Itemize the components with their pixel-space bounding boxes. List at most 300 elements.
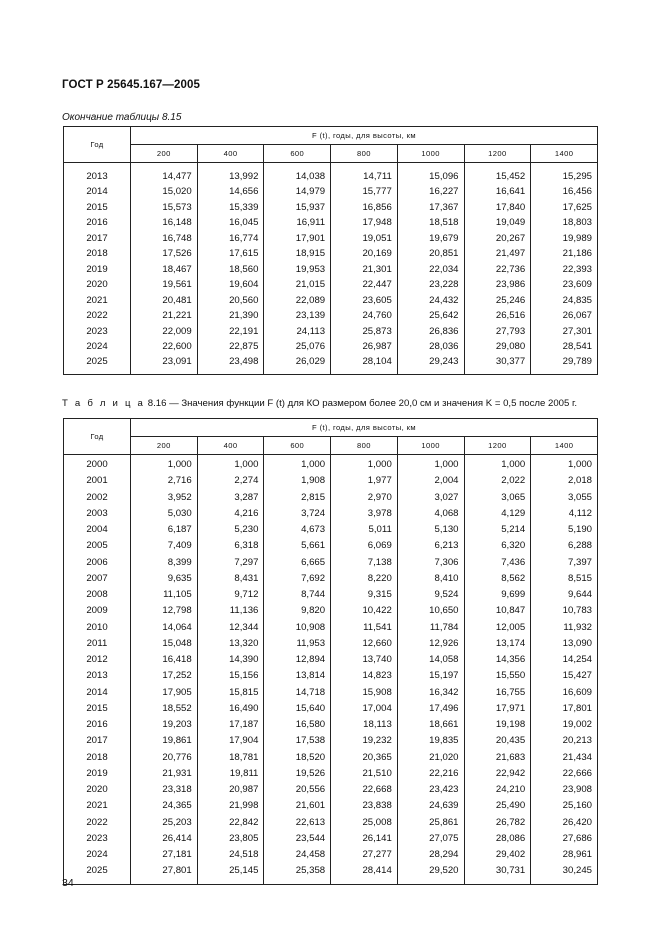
table-row [64,184,598,199]
value-cell: 16,227 [397,184,464,199]
table-row [64,215,598,230]
value-cell: 22,216 [397,766,464,782]
value-cell: 20,435 [464,733,531,749]
altitude-header: 800 [331,145,398,163]
value-cell: 10,422 [331,603,398,619]
value-cell: 6,187 [131,522,198,538]
value-cell: 29,243 [397,354,464,374]
value-cell: 15,908 [331,685,398,701]
value-cell: 17,367 [397,200,464,215]
table2-caption-text: 8.16 — Значения функции F (t) для КО размером более 20,0 см и значения K = 0,5 после 2005 г. [145,398,578,409]
value-cell: 20,481 [131,293,198,308]
value-cell: 17,004 [331,701,398,717]
value-cell: 9,644 [531,587,598,603]
year-cell: 2024 [64,847,131,863]
value-cell: 26,414 [131,831,198,847]
value-cell: 25,642 [397,308,464,323]
table2-caption [62,398,577,409]
value-cell: 12,344 [197,620,264,636]
value-cell: 27,301 [531,324,598,339]
altitude-header-row [64,437,598,455]
value-cell: 19,861 [131,733,198,749]
value-cell: 22,668 [331,782,398,798]
value-cell: 5,130 [397,522,464,538]
value-cell: 24,210 [464,782,531,798]
table-row [64,522,598,538]
value-cell: 2,018 [531,473,598,489]
value-cell: 26,987 [331,339,398,354]
value-cell: 5,190 [531,522,598,538]
table-row [64,200,598,215]
value-cell: 26,782 [464,815,531,831]
value-cell: 15,339 [197,200,264,215]
year-cell: 2009 [64,603,131,619]
value-cell: 3,724 [264,506,331,522]
value-cell: 11,932 [531,620,598,636]
altitude-span-header: F (t), годы, для высоты, км [131,127,598,145]
year-cell: 2016 [64,717,131,733]
table-row [64,766,598,782]
value-cell: 14,711 [331,163,398,185]
value-cell: 13,090 [531,636,598,652]
value-cell: 29,080 [464,339,531,354]
value-cell: 20,776 [131,750,198,766]
year-column-header: Год [64,127,131,163]
value-cell: 20,560 [197,293,264,308]
value-cell: 25,145 [197,863,264,884]
year-cell: 2014 [64,184,131,199]
year-cell: 2024 [64,339,131,354]
value-cell: 17,187 [197,717,264,733]
value-cell: 25,861 [397,815,464,831]
value-cell: 7,692 [264,571,331,587]
value-cell: 16,774 [197,231,264,246]
value-cell: 10,847 [464,603,531,619]
value-cell: 18,467 [131,262,198,277]
year-cell: 2002 [64,490,131,506]
table-row [64,339,598,354]
value-cell: 25,160 [531,798,598,814]
altitude-span-header: F (t), годы, для высоты, км [131,419,598,437]
value-cell: 27,686 [531,831,598,847]
table-row [64,555,598,571]
value-cell: 7,397 [531,555,598,571]
value-cell: 22,613 [264,815,331,831]
value-cell: 17,971 [464,701,531,717]
value-cell: 20,365 [331,750,398,766]
value-cell: 17,526 [131,246,198,261]
value-cell: 28,961 [531,847,598,863]
value-cell: 13,740 [331,652,398,668]
value-cell: 16,755 [464,685,531,701]
value-cell: 21,683 [464,750,531,766]
value-cell: 29,402 [464,847,531,863]
value-cell: 13,992 [197,163,264,185]
table-row [64,246,598,261]
value-cell: 12,660 [331,636,398,652]
value-cell: 3,065 [464,490,531,506]
year-cell: 2003 [64,506,131,522]
altitude-header: 400 [197,437,264,455]
value-cell: 9,524 [397,587,464,603]
table-row [64,668,598,684]
value-cell: 4,068 [397,506,464,522]
table-row [64,603,598,619]
value-cell: 28,414 [331,863,398,884]
value-cell: 19,051 [331,231,398,246]
table-row [64,587,598,603]
value-cell: 25,490 [464,798,531,814]
table-row [64,490,598,506]
value-cell: 22,600 [131,339,198,354]
value-cell: 28,294 [397,847,464,863]
value-cell: 14,823 [331,668,398,684]
value-cell: 29,789 [531,354,598,374]
value-cell: 14,038 [264,163,331,185]
value-cell: 1,000 [531,455,598,474]
table-row [64,863,598,884]
value-cell: 21,497 [464,246,531,261]
page-number: 34 [62,877,74,889]
value-cell: 1,000 [331,455,398,474]
value-cell: 19,002 [531,717,598,733]
value-cell: 25,203 [131,815,198,831]
value-cell: 24,760 [331,308,398,323]
value-cell: 21,186 [531,246,598,261]
value-cell: 3,027 [397,490,464,506]
altitude-header: 200 [131,437,198,455]
table-row [64,163,598,185]
value-cell: 7,436 [464,555,531,571]
value-cell: 23,908 [531,782,598,798]
year-cell: 2015 [64,200,131,215]
value-cell: 29,520 [397,863,464,884]
value-cell: 8,744 [264,587,331,603]
value-cell: 6,665 [264,555,331,571]
value-cell: 16,418 [131,652,198,668]
value-cell: 21,434 [531,750,598,766]
value-cell: 10,783 [531,603,598,619]
value-cell: 21,020 [397,750,464,766]
year-cell: 2023 [64,324,131,339]
value-cell: 2,274 [197,473,264,489]
year-cell: 2013 [64,163,131,185]
year-cell: 2008 [64,587,131,603]
table-row [64,685,598,701]
year-cell: 2013 [64,668,131,684]
year-cell: 2010 [64,620,131,636]
value-cell: 16,911 [264,215,331,230]
value-cell: 1,000 [397,455,464,474]
value-cell: 28,036 [397,339,464,354]
value-cell: 19,953 [264,262,331,277]
year-cell: 2018 [64,750,131,766]
table-row [64,847,598,863]
value-cell: 8,410 [397,571,464,587]
value-cell: 11,105 [131,587,198,603]
year-cell: 2019 [64,262,131,277]
year-cell: 2023 [64,831,131,847]
value-cell: 7,297 [197,555,264,571]
year-cell: 2015 [64,701,131,717]
value-cell: 25,008 [331,815,398,831]
value-cell: 9,315 [331,587,398,603]
value-cell: 22,842 [197,815,264,831]
value-cell: 17,801 [531,701,598,717]
value-cell: 12,926 [397,636,464,652]
table2-body [64,455,598,885]
year-cell: 2007 [64,571,131,587]
value-cell: 26,516 [464,308,531,323]
value-cell: 20,169 [331,246,398,261]
value-cell: 11,784 [397,620,464,636]
value-cell: 23,609 [531,277,598,292]
value-cell: 19,526 [264,766,331,782]
value-cell: 17,625 [531,200,598,215]
value-cell: 19,989 [531,231,598,246]
value-cell: 5,661 [264,538,331,554]
value-cell: 22,034 [397,262,464,277]
value-cell: 9,699 [464,587,531,603]
value-cell: 28,541 [531,339,598,354]
altitude-header: 1200 [464,437,531,455]
year-cell: 2006 [64,555,131,571]
year-cell: 2021 [64,293,131,308]
value-cell: 19,232 [331,733,398,749]
value-cell: 16,609 [531,685,598,701]
value-cell: 27,793 [464,324,531,339]
value-cell: 24,113 [264,324,331,339]
value-cell: 23,838 [331,798,398,814]
year-cell: 2022 [64,308,131,323]
value-cell: 16,580 [264,717,331,733]
year-column-header: Год [64,419,131,455]
value-cell: 6,069 [331,538,398,554]
value-cell: 5,030 [131,506,198,522]
value-cell: 7,409 [131,538,198,554]
value-cell: 16,045 [197,215,264,230]
value-cell: 19,561 [131,277,198,292]
year-cell: 2018 [64,246,131,261]
value-cell: 18,113 [331,717,398,733]
value-cell: 19,198 [464,717,531,733]
value-cell: 15,427 [531,668,598,684]
value-cell: 8,399 [131,555,198,571]
value-cell: 4,673 [264,522,331,538]
value-cell: 19,835 [397,733,464,749]
value-cell: 12,005 [464,620,531,636]
table-row [64,324,598,339]
value-cell: 15,573 [131,200,198,215]
value-cell: 26,141 [331,831,398,847]
value-cell: 15,777 [331,184,398,199]
altitude-header: 1200 [464,145,531,163]
year-cell: 2012 [64,652,131,668]
value-cell: 27,277 [331,847,398,863]
year-cell: 2020 [64,782,131,798]
value-cell: 9,820 [264,603,331,619]
table2-caption-prefix: Т а б л и ц а [62,398,146,409]
value-cell: 3,055 [531,490,598,506]
value-cell: 5,214 [464,522,531,538]
table-row [64,354,598,374]
table-row [64,293,598,308]
value-cell: 14,064 [131,620,198,636]
value-cell: 14,979 [264,184,331,199]
value-cell: 5,230 [197,522,264,538]
value-cell: 17,901 [264,231,331,246]
value-cell: 28,086 [464,831,531,847]
altitude-header: 1000 [397,145,464,163]
year-cell: 2005 [64,538,131,554]
value-cell: 27,075 [397,831,464,847]
year-cell: 2017 [64,733,131,749]
altitude-header: 1400 [531,437,598,455]
value-cell: 23,423 [397,782,464,798]
value-cell: 21,601 [264,798,331,814]
value-cell: 5,011 [331,522,398,538]
value-cell: 16,641 [464,184,531,199]
value-cell: 6,320 [464,538,531,554]
year-cell: 2021 [64,798,131,814]
value-cell: 15,295 [531,163,598,185]
value-cell: 20,556 [264,782,331,798]
value-cell: 20,267 [464,231,531,246]
year-cell: 2016 [64,215,131,230]
value-cell: 21,998 [197,798,264,814]
value-cell: 22,736 [464,262,531,277]
value-cell: 8,431 [197,571,264,587]
value-cell: 11,541 [331,620,398,636]
year-cell: 2025 [64,354,131,374]
value-cell: 1,977 [331,473,398,489]
value-cell: 30,245 [531,863,598,884]
value-cell: 18,915 [264,246,331,261]
value-cell: 18,661 [397,717,464,733]
value-cell: 23,228 [397,277,464,292]
value-cell: 23,805 [197,831,264,847]
table-row [64,636,598,652]
value-cell: 6,318 [197,538,264,554]
table-row [64,620,598,636]
value-cell: 15,197 [397,668,464,684]
value-cell: 22,447 [331,277,398,292]
value-cell: 9,635 [131,571,198,587]
value-cell: 15,020 [131,184,198,199]
value-cell: 21,221 [131,308,198,323]
value-cell: 17,615 [197,246,264,261]
value-cell: 15,550 [464,668,531,684]
year-cell: 2025 [64,863,131,884]
altitude-header: 800 [331,437,398,455]
value-cell: 19,604 [197,277,264,292]
value-cell: 20,851 [397,246,464,261]
value-cell: 26,067 [531,308,598,323]
year-cell: 2014 [64,685,131,701]
value-cell: 19,203 [131,717,198,733]
value-cell: 23,318 [131,782,198,798]
value-cell: 22,666 [531,766,598,782]
value-cell: 14,058 [397,652,464,668]
value-cell: 21,301 [331,262,398,277]
value-cell: 25,246 [464,293,531,308]
value-cell: 2,970 [331,490,398,506]
value-cell: 19,049 [464,215,531,230]
table-row [64,652,598,668]
value-cell: 3,952 [131,490,198,506]
value-cell: 17,904 [197,733,264,749]
value-cell: 2,022 [464,473,531,489]
altitude-header: 1000 [397,437,464,455]
value-cell: 23,986 [464,277,531,292]
value-cell: 1,000 [131,455,198,474]
value-cell: 10,908 [264,620,331,636]
value-cell: 12,798 [131,603,198,619]
value-cell: 23,091 [131,354,198,374]
value-cell: 21,931 [131,766,198,782]
year-cell: 2004 [64,522,131,538]
value-cell: 18,560 [197,262,264,277]
table-row [64,455,598,474]
value-cell: 9,712 [197,587,264,603]
value-cell: 18,781 [197,750,264,766]
year-cell: 2020 [64,277,131,292]
value-cell: 23,139 [264,308,331,323]
value-cell: 22,875 [197,339,264,354]
value-cell: 2,815 [264,490,331,506]
value-cell: 24,432 [397,293,464,308]
value-cell: 26,836 [397,324,464,339]
value-cell: 3,287 [197,490,264,506]
value-cell: 1,000 [464,455,531,474]
value-cell: 24,639 [397,798,464,814]
value-cell: 17,252 [131,668,198,684]
table-row [64,262,598,277]
value-cell: 6,288 [531,538,598,554]
table-row [64,473,598,489]
value-cell: 6,213 [397,538,464,554]
value-cell: 19,679 [397,231,464,246]
table-row [64,831,598,847]
year-cell: 2022 [64,815,131,831]
altitude-header-row [64,145,598,163]
value-cell: 24,458 [264,847,331,863]
value-cell: 25,358 [264,863,331,884]
table-row [64,277,598,292]
value-cell: 21,390 [197,308,264,323]
table-8-15-continuation [63,126,598,375]
value-cell: 17,840 [464,200,531,215]
value-cell: 15,452 [464,163,531,185]
value-cell: 15,048 [131,636,198,652]
value-cell: 20,987 [197,782,264,798]
value-cell: 18,552 [131,701,198,717]
value-cell: 13,174 [464,636,531,652]
value-cell: 26,420 [531,815,598,831]
value-cell: 22,942 [464,766,531,782]
value-cell: 15,156 [197,668,264,684]
value-cell: 15,640 [264,701,331,717]
value-cell: 14,254 [531,652,598,668]
table-row [64,733,598,749]
table-row [64,506,598,522]
value-cell: 10,650 [397,603,464,619]
value-cell: 21,015 [264,277,331,292]
value-cell: 14,656 [197,184,264,199]
value-cell: 7,138 [331,555,398,571]
value-cell: 4,216 [197,506,264,522]
value-cell: 1,908 [264,473,331,489]
